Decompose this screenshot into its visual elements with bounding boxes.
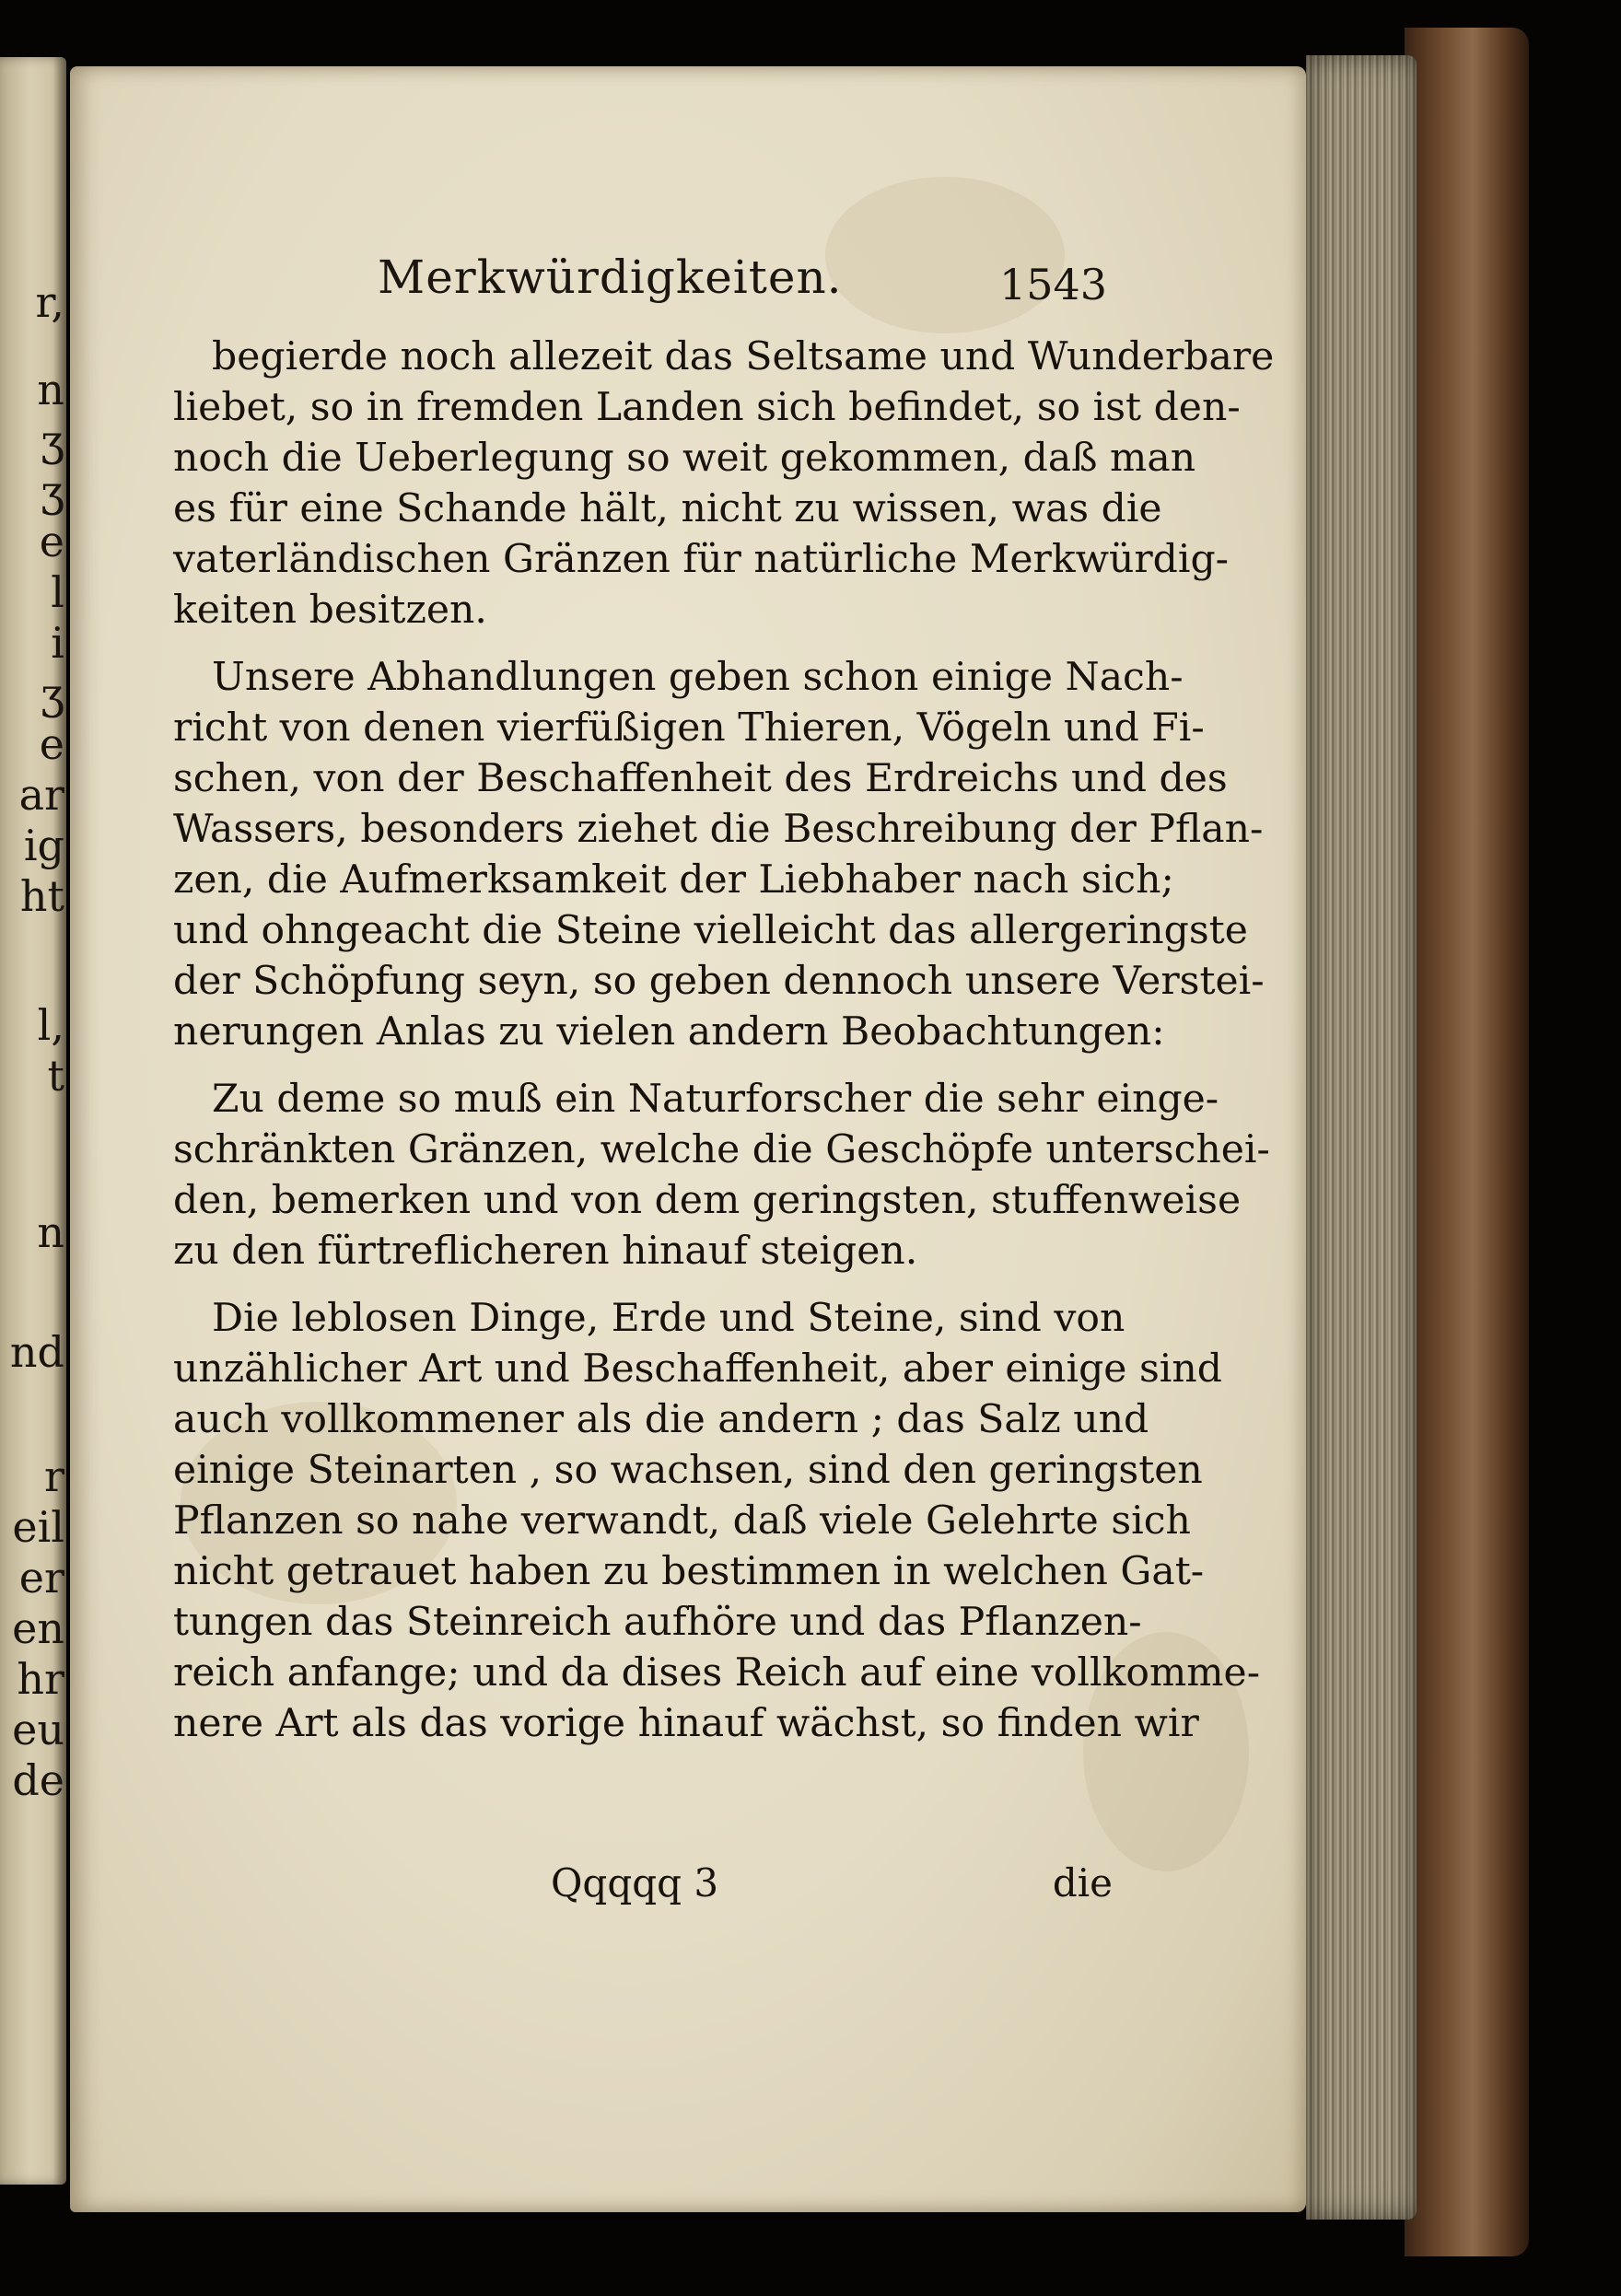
- text-line: begierde noch allezeit das Seltsame und Wunderbare: [212, 334, 1275, 379]
- left-page-fragment: nd: [9, 1327, 64, 1377]
- text-line: den, bemerken und von dem geringsten, stuffenweise: [173, 1178, 1242, 1223]
- left-page-fragment: l: [51, 567, 64, 617]
- left-page-fragment: ʒ: [41, 415, 64, 465]
- text-line: tungen das Steinreich aufhöre und das Pflanzen-: [173, 1600, 1142, 1645]
- page-footer: [173, 1860, 1113, 1916]
- left-page-fragment: en: [12, 1603, 64, 1653]
- text-line: Unsere Abhandlungen geben schon einige Nach-: [212, 655, 1184, 700]
- left-page-fragment: de: [12, 1755, 64, 1805]
- left-page-fragment: r,: [35, 277, 64, 327]
- left-page-fragment: n: [37, 1207, 64, 1257]
- paragraph: [173, 332, 1275, 635]
- left-page-fragment: eu: [12, 1705, 64, 1754]
- text-line: Die leblosen Dinge, Erde und Steine, sind von: [212, 1296, 1125, 1341]
- left-page-fragment: er: [18, 1553, 64, 1603]
- paragraph: [173, 1074, 1270, 1276]
- text-line: noch die Ueberlegung so weit gekommen, daß man: [173, 436, 1196, 481]
- text-line: unzählicher Art und Beschaffenheit, aber einige sind: [173, 1346, 1222, 1392]
- left-page-fragment: ht: [19, 871, 64, 921]
- left-page: [0, 57, 66, 2185]
- text-line: und ohngeacht die Steine vielleicht das allergeringste: [173, 908, 1248, 953]
- catchword: die: [1052, 1860, 1113, 1906]
- text-line: Zu deme so muß ein Naturforscher die sehr einge-: [212, 1077, 1219, 1122]
- text-line: reich anfange; und da dises Reich auf eine vollkomme-: [173, 1650, 1261, 1696]
- text-line: es für eine Schande hält, nicht zu wissen, was die: [173, 486, 1162, 531]
- left-page-fragment: hr: [17, 1654, 64, 1704]
- text-line: schränkten Gränzen, welche die Geschöpfe unterschei-: [173, 1127, 1270, 1172]
- left-page-fragment: r: [44, 1451, 64, 1501]
- text-line: nicht getrauet haben zu bestimmen in welchen Gat-: [173, 1549, 1205, 1594]
- left-page-fragment: ʒ: [41, 669, 64, 718]
- page-number: 1543: [999, 260, 1108, 309]
- text-line: keiten besitzen.: [173, 588, 487, 633]
- left-page-fragment: l,: [37, 1000, 64, 1050]
- text-line: Pflanzen so nahe verwandt, daß viele Gelehrte sich: [173, 1498, 1191, 1544]
- text-line: vaterländischen Gränzen für natürliche Merkwürdig-: [173, 537, 1230, 582]
- left-page-fragment: t: [47, 1051, 64, 1101]
- text-line: zen, die Aufmerksamkeit der Liebhaber nach sich;: [173, 857, 1174, 903]
- text-line: liebet, so in fremden Landen sich befindet, so ist den-: [173, 385, 1241, 430]
- text-line: auch vollkommener als die andern ; das Salz und: [173, 1397, 1149, 1442]
- text-line: zu den fürtreflicheren hinauf steigen.: [173, 1229, 918, 1274]
- left-page-fragment: ar: [18, 770, 64, 820]
- left-page-fragment: n: [37, 365, 64, 414]
- left-page-fragment: ʒ: [41, 466, 64, 516]
- paragraph: [173, 1293, 1261, 1749]
- text-line: nerungen Anlas zu vielen andern Beobachtungen:: [173, 1009, 1165, 1055]
- text-line: der Schöpfung seyn, so geben dennoch unsere Verstei-: [173, 959, 1265, 1004]
- text-line: einige Steinarten , so wachsen, sind den geringsten: [173, 1448, 1203, 1493]
- left-page-fragment: eil: [12, 1502, 64, 1552]
- text-line: Wassers, besonders ziehet die Beschreibung der Pflan-: [173, 807, 1264, 852]
- left-page-fragment: ig: [23, 821, 64, 870]
- running-head: Merkwürdigkeiten.: [378, 251, 843, 304]
- text-line: nere Art als das vorige hinauf wächst, so finden wir: [173, 1701, 1199, 1746]
- body-text: [173, 332, 1275, 1766]
- left-page-fragment: i: [51, 618, 64, 668]
- left-page-fragment: e: [39, 719, 64, 769]
- book-cover: [1405, 28, 1529, 2256]
- page-edges: [1306, 55, 1417, 2220]
- paragraph: [173, 652, 1265, 1057]
- signature-mark: Qqqqq 3: [551, 1860, 719, 1906]
- left-page-fragment: e: [39, 517, 64, 566]
- text-line: richt von denen vierfüßigen Thieren, Vögeln und Fi-: [173, 705, 1205, 751]
- text-line: schen, von der Beschaffenheit des Erdreichs und des: [173, 756, 1228, 801]
